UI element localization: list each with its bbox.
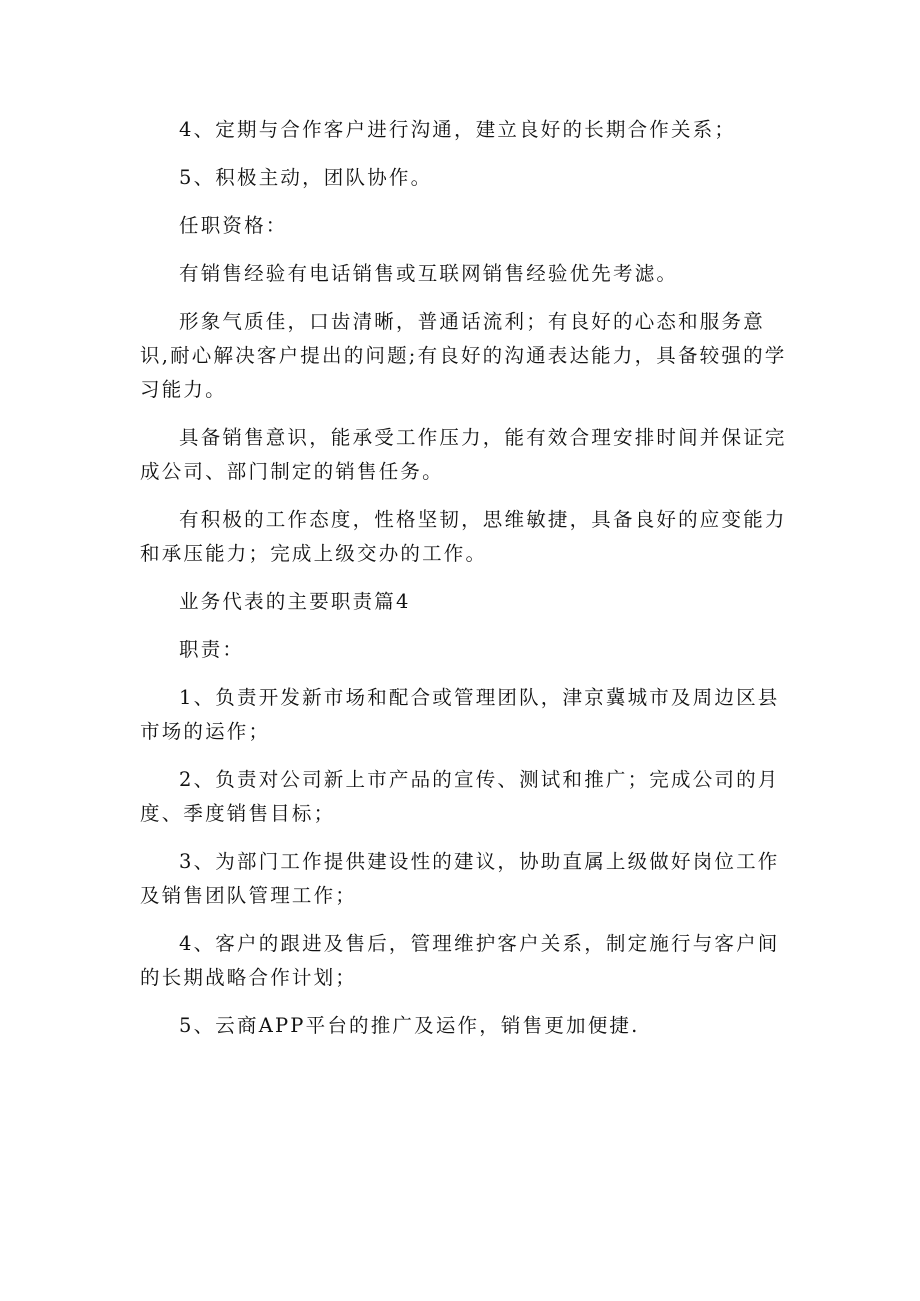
paragraph-14: 5、云商APP平台的推广及运作，销售更加便捷. bbox=[179, 1014, 640, 1037]
section-heading-duties: 职责： bbox=[179, 638, 245, 661]
paragraph-6: 具备销售意识，能承受工作压力，能有效合理安排时间并保证完成公司、部门制定的销售任务。 bbox=[140, 426, 787, 483]
paragraph-7: 有积极的工作态度，性格坚韧，思维敏捷，具备良好的应变能力和承压能力；完成上级交办的工作。 bbox=[140, 508, 787, 565]
paragraph-1: 4、定期与合作客户进行沟通，建立良好的长期合作关系； bbox=[179, 118, 737, 141]
paragraph-12: 3、为部门工作提供建设性的建议，协助直属上级做好岗位工作及销售团队管理工作； bbox=[140, 850, 780, 907]
document-body bbox=[140, 113, 788, 1057]
paragraph-5: 形象气质佳，口齿清晰，普通话流利；有良好的心态和服务意识,耐心解决客户提出的问题;有良好的沟通表达能力，具备较强的学习能力。 bbox=[140, 310, 787, 401]
section-heading-part4: 业务代表的主要职责篇4 bbox=[179, 590, 411, 613]
paragraph-11: 2、负责对公司新上市产品的宣传、测试和推广；完成公司的月度、季度销售目标； bbox=[140, 768, 780, 825]
paragraph-10: 1、负责开发新市场和配合或管理团队，津京冀城市及周边区县市场的运作； bbox=[140, 686, 780, 743]
paragraph-13: 4、客户的跟进及售后，管理维护客户关系，制定施行与客户间的长期战略合作计划； bbox=[140, 932, 780, 989]
paragraph-2: 5、积极主动，团队协作。 bbox=[179, 166, 433, 189]
paragraph-4: 有销售经验有电话销售或互联网销售经验优先考滤。 bbox=[179, 262, 679, 285]
section-heading-qualifications: 任职资格： bbox=[179, 214, 288, 237]
